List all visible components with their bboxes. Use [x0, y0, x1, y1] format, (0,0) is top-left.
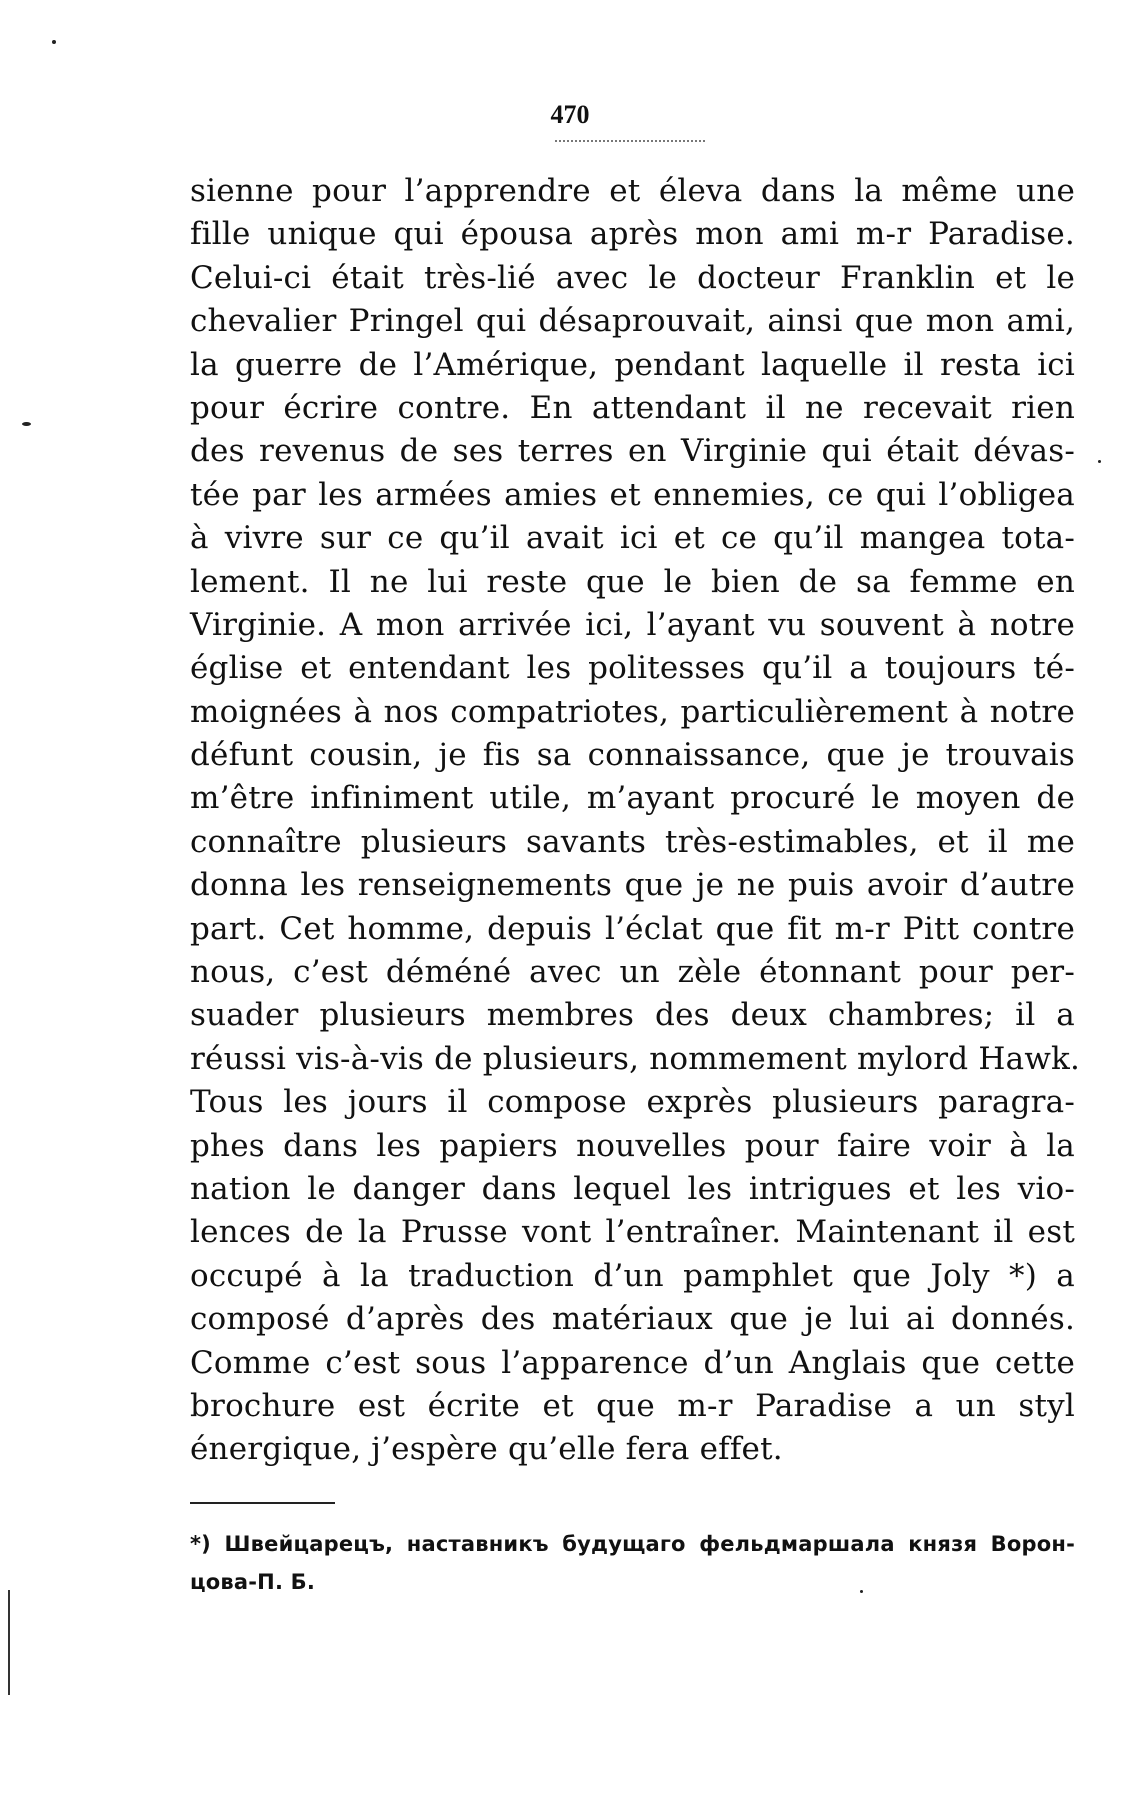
text-line: Virginie. A mon arrivée ici, l’ayant vu souvent à notre: [190, 606, 1075, 643]
text-line: moignées à nos compatriotes, particulièrement à notre: [190, 693, 1075, 730]
text-line: part. Cet homme, depuis l’éclat que fit m-r Pitt contre: [190, 910, 1075, 947]
text-line: connaître plusieurs savants très-estimables, et il me: [190, 823, 1075, 860]
footnote-line: *) Швейцарецъ, наставникъ будущаго фельдмаршала князя Ворон-: [190, 1532, 1075, 1556]
text-line: composé d’après des matériaux que je lui ai donnés.: [190, 1301, 1075, 1338]
text-line: chevalier Pringel qui désaprouvait, ainsi que mon ami,: [190, 303, 1075, 340]
text-line: fille unique qui épousa après mon ami m-r Paradise.: [190, 216, 1075, 253]
text-line: tée par les armées amies et ennemies, ce qui l’obligea: [190, 476, 1075, 513]
text-line: lement. Il ne lui reste que le bien de sa femme en: [190, 563, 1075, 600]
text-line: sienne pour l’apprendre et éleva dans la même une: [190, 173, 1075, 209]
text-line: pour écrire contre. En attendant il ne recevait rien: [190, 389, 1075, 426]
text-line: énergique, j’espère qu’elle fera effet.: [190, 1431, 783, 1468]
text-line: suader plusieurs membres des deux chambres; il a: [190, 997, 1075, 1034]
text-line: brochure est écrite et que m-r Paradise a un styl: [190, 1387, 1075, 1424]
scan-edge-line: [8, 1590, 10, 1695]
footnote: [190, 1525, 1075, 1601]
scan-speck: [1098, 460, 1101, 463]
text-line: nation le danger dans lequel les intrigues et les vio-: [190, 1170, 1075, 1207]
header-rule: [555, 140, 705, 142]
text-line: à vivre sur ce qu’il avait ici et ce qu’il mangea tota-: [190, 520, 1075, 557]
footnote-rule: [190, 1502, 335, 1504]
text-line: Comme c’est sous l’apparence d’un Anglais que cette: [190, 1344, 1075, 1381]
scan-speck: [860, 1590, 863, 1593]
text-line: réussi vis-à-vis de plusieurs, nommement mylord Hawk.: [190, 1040, 1081, 1077]
text-line: donna les renseignements que je ne puis avoir d’autre: [190, 867, 1075, 904]
text-line: la guerre de l’Amérique, pendant laquelle il resta ici: [190, 346, 1075, 383]
text-line: lences de la Prusse vont l’entraîner. Maintenant il est: [190, 1214, 1075, 1251]
page-number: 470: [550, 100, 590, 129]
text-line: Tous les jours il compose exprès plusieurs paragra-: [190, 1084, 1075, 1121]
text-line: Celui-ci était très-lié avec le docteur Franklin et le: [190, 259, 1075, 296]
text-line: occupé à la traduction d’un pamphlet que Joly *) a: [190, 1257, 1075, 1294]
text-line: église et entendant les politesses qu’il a toujours té-: [190, 650, 1075, 687]
text-line: défunt cousin, je fis sa connaissance, que je trouvais: [190, 737, 1075, 774]
scan-speck: [52, 40, 56, 44]
text-line: phes dans les papiers nouvelles pour faire voir à la: [190, 1127, 1075, 1164]
footnote-line: цова-П. Б.: [190, 1570, 316, 1594]
body-text: [190, 170, 1081, 1472]
text-line: nous, c’est déméné avec un zèle étonnant pour per-: [190, 954, 1075, 991]
text-line: m’être infiniment utile, m’ayant procuré le moyen de: [190, 780, 1075, 817]
text-line: des revenus de ses terres en Virginie qui était dévas-: [190, 433, 1075, 470]
scan-speck: [22, 422, 31, 426]
